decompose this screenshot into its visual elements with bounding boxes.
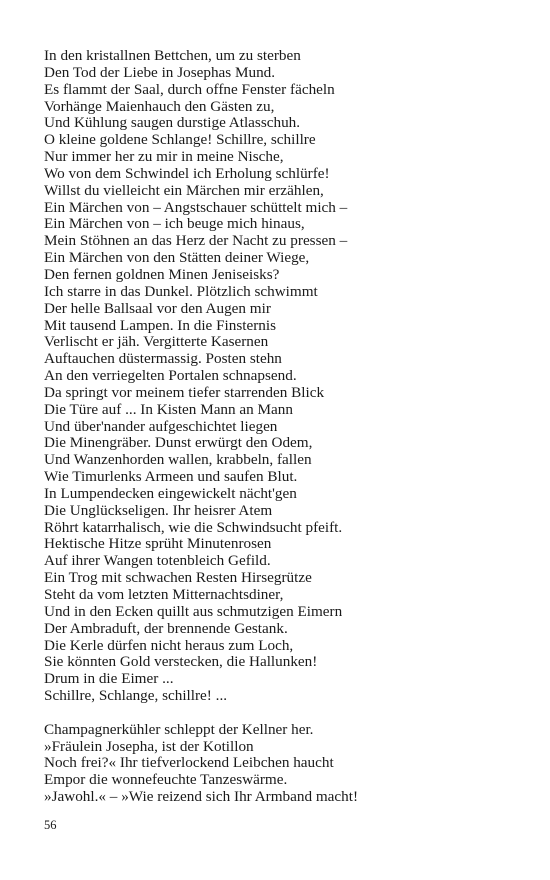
poem-line: Auftauchen düstermassig. Posten stehn xyxy=(44,350,282,368)
poem-line: Mit tausend Lampen. In die Finsternis xyxy=(44,316,276,334)
poem-line: Die Unglückseligen. Ihr heisrer Atem xyxy=(44,501,273,519)
poem-line: Schillre, Schlange, schillre! ... xyxy=(44,687,228,705)
poem-line: Der Ambraduft, der brennende Gestank. xyxy=(44,619,288,637)
poem-line: Sie könnten Gold verstecken, die Hallunken! xyxy=(44,653,318,671)
poem-line: Champagnerkühler schleppt der Kellner her. xyxy=(44,720,314,738)
poem-line: Ein Trog mit schwachen Resten Hirsegrütze xyxy=(44,569,312,587)
poem-line: Und in den Ecken quillt aus schmutzigen Eimern xyxy=(44,602,343,620)
poem-line: Röhrt katarrhalisch, wie die Schwindsucht pfeift. xyxy=(44,518,343,536)
poem-line: Willst du vielleicht ein Märchen mir erzählen, xyxy=(44,181,324,199)
stanza-1 xyxy=(44,48,514,705)
poem-line: »Jawohl.« – »Wie reizend sich Ihr Armband macht! xyxy=(44,788,359,806)
poem-line: Es flammt der Saal, durch offne Fenster fächeln xyxy=(44,80,335,98)
poem-line: Empor die wonnefeuchte Tanzeswärme. xyxy=(44,771,288,789)
poem-line: An den verriegelten Portalen schnapsend. xyxy=(44,367,297,385)
poem-line: Hektische Hitze sprüht Minutenrosen xyxy=(44,535,272,553)
poem-line: Drum in die Eimer ... xyxy=(44,670,174,688)
poem-line: Die Kerle dürfen nicht heraus zum Loch, xyxy=(44,636,294,654)
poem-line: Wie Timurlenks Armeen und saufen Blut. xyxy=(44,468,298,486)
page-number: 56 xyxy=(44,818,57,832)
poem-line: Und Wanzenhorden wallen, krabbeln, fallen xyxy=(44,451,312,469)
stanza-2 xyxy=(44,722,514,806)
poem-line: Der helle Ballsaal vor den Augen mir xyxy=(44,299,271,317)
poem-line: »Fräulein Josepha, ist der Kotillon xyxy=(44,737,254,755)
poem-line: In den kristallnen Bettchen, um zu sterben xyxy=(44,47,301,64)
poem-line: Wo von dem Schwindel ich Erholung schlürfe! xyxy=(44,164,330,182)
poem-line: Nur immer her zu mir in meine Nische, xyxy=(44,148,284,166)
poem-text xyxy=(44,48,514,806)
poem-line: Verlischt er jäh. Vergitterte Kasernen xyxy=(44,333,269,351)
poem-line: Auf ihrer Wangen totenbleich Gefild. xyxy=(44,552,271,570)
poem-line: Da springt vor meinem tiefer starrenden Blick xyxy=(44,383,325,401)
poem-line: Steht da vom letzten Mitternachtsdiner, xyxy=(44,586,284,603)
poem-line: Vorhänge Maienhauch den Gästen zu, xyxy=(44,97,275,115)
poem-line: Ich starre in das Dunkel. Plötzlich schwimmt xyxy=(44,282,318,300)
poem-line: Und über'nander aufgeschichtet liegen xyxy=(44,417,278,435)
poem-line: Ein Märchen von den Stätten deiner Wiege, xyxy=(44,249,310,267)
poem-line: Den fernen goldnen Minen Jeniseisks? xyxy=(44,265,280,283)
poem-line: Ein Märchen von – Angstschauer schüttelt mich – xyxy=(44,198,348,216)
poem-line: Die Minengräber. Dunst erwürgt den Odem, xyxy=(44,434,313,452)
poem-line: In Lumpendecken eingewickelt nächt'gen xyxy=(44,484,297,502)
poem-line: Und Kühlung saugen durstige Atlasschuh. xyxy=(44,114,301,132)
poem-line: Noch frei?« Ihr tiefverlockend Leibchen haucht xyxy=(44,754,334,772)
poem-line: Den Tod der Liebe in Josephas Mund. xyxy=(44,63,276,81)
poem-line: Ein Märchen von – ich beuge mich hinaus, xyxy=(44,215,305,233)
poem-line: Mein Stöhnen an das Herz der Nacht zu pressen – xyxy=(44,232,348,250)
poem-line: Die Türe auf ... In Kisten Mann an Mann xyxy=(44,400,293,418)
poem-line: O kleine goldene Schlange! Schillre, schillre xyxy=(44,131,316,149)
